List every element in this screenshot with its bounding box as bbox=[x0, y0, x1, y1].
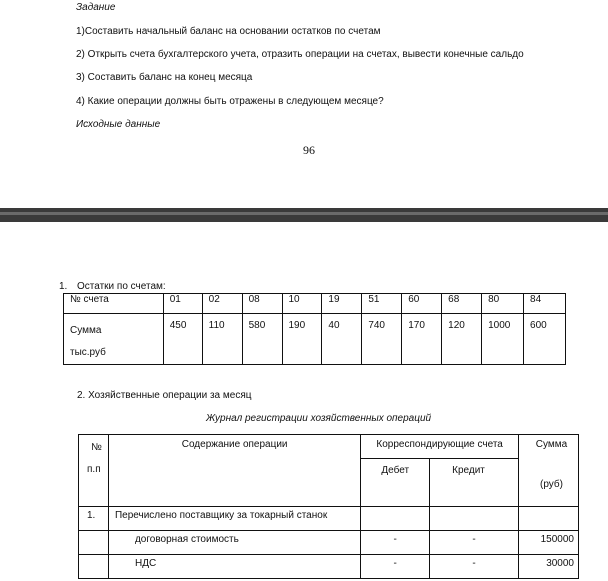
num-header-line1: № bbox=[91, 442, 102, 453]
sum-cell bbox=[519, 507, 579, 531]
row-number bbox=[79, 555, 109, 579]
account-cell: 51 bbox=[362, 294, 402, 314]
account-cell: 10 bbox=[282, 294, 322, 314]
task-heading: Задание bbox=[76, 2, 116, 13]
account-cell: 02 bbox=[202, 294, 242, 314]
num-header-line2: п.п bbox=[87, 464, 101, 475]
amount-cell: 600 bbox=[524, 314, 566, 365]
debit-cell bbox=[361, 507, 430, 531]
table-row bbox=[79, 507, 579, 531]
debit-cell: - bbox=[361, 555, 430, 579]
sum-header bbox=[519, 435, 579, 507]
debit-cell: - bbox=[361, 531, 430, 555]
task-item-2: 2) Открыть счета бухгалтерского учета, отразить операции на счетах, вывести конечные сальдо bbox=[76, 49, 524, 60]
sum-header-line1: Сумма bbox=[535, 439, 568, 450]
section2-title: 2. Хозяйственные операции за месяц bbox=[77, 390, 252, 401]
amount-cell: 450 bbox=[163, 314, 202, 365]
table-header-row bbox=[79, 435, 579, 459]
table-row bbox=[64, 294, 566, 314]
table-row bbox=[64, 314, 566, 365]
operations-journal-table bbox=[78, 434, 579, 579]
sum-cell: 150000 bbox=[519, 531, 579, 555]
journal-title: Журнал регистрации хозяйственных операций bbox=[206, 413, 432, 424]
credit-header: Кредит bbox=[430, 459, 519, 507]
amount-cell: 40 bbox=[322, 314, 362, 365]
amount-cell: 120 bbox=[442, 314, 482, 365]
amount-cell: 740 bbox=[362, 314, 402, 365]
table-row bbox=[79, 531, 579, 555]
amount-label bbox=[64, 314, 164, 365]
account-cell: 19 bbox=[322, 294, 362, 314]
task-item-4: 4) Какие операции должны быть отражены в следующем месяце? bbox=[76, 96, 384, 107]
row-number: 1. bbox=[79, 507, 109, 531]
source-data-label: Исходные данные bbox=[76, 119, 161, 130]
amount-cell: 1000 bbox=[482, 314, 524, 365]
page-number: 96 bbox=[303, 143, 315, 157]
account-cell: 01 bbox=[163, 294, 202, 314]
operation-content: Перечислено поставщику за токарный станок bbox=[108, 507, 360, 531]
debit-header: Дебет bbox=[361, 459, 430, 507]
operation-content: НДС bbox=[108, 555, 360, 579]
account-cell: 68 bbox=[442, 294, 482, 314]
sum-header-line2: (руб) bbox=[540, 479, 563, 490]
table-row bbox=[79, 555, 579, 579]
credit-cell: - bbox=[430, 555, 519, 579]
amount-cell: 170 bbox=[402, 314, 442, 365]
account-number-label: № счета bbox=[64, 294, 164, 314]
amount-cell: 580 bbox=[242, 314, 282, 365]
account-cell: 60 bbox=[402, 294, 442, 314]
page-divider bbox=[0, 208, 608, 222]
section1-title: Остатки по счетам: bbox=[77, 281, 166, 292]
section1-number: 1. bbox=[59, 281, 68, 292]
amount-label-line2: тыс.руб bbox=[70, 347, 106, 358]
amount-label-line1: Сумма bbox=[70, 325, 102, 336]
account-cell: 80 bbox=[482, 294, 524, 314]
account-cell: 84 bbox=[524, 294, 566, 314]
amount-cell: 110 bbox=[202, 314, 242, 365]
operation-content: договорная стоимость bbox=[108, 531, 360, 555]
sum-cell: 30000 bbox=[519, 555, 579, 579]
account-balances-table bbox=[63, 293, 566, 365]
task-item-1: 1)Составить начальный баланс на основании остатков по счетам bbox=[76, 26, 381, 37]
row-number bbox=[79, 531, 109, 555]
credit-cell: - bbox=[430, 531, 519, 555]
amount-cell: 190 bbox=[282, 314, 322, 365]
num-header bbox=[79, 435, 109, 507]
credit-cell bbox=[430, 507, 519, 531]
task-item-3: 3) Составить баланс на конец месяца bbox=[76, 72, 253, 83]
content-header: Содержание операции bbox=[108, 435, 360, 507]
corr-accounts-header: Корреспондирующие счета bbox=[361, 435, 519, 459]
account-cell: 08 bbox=[242, 294, 282, 314]
